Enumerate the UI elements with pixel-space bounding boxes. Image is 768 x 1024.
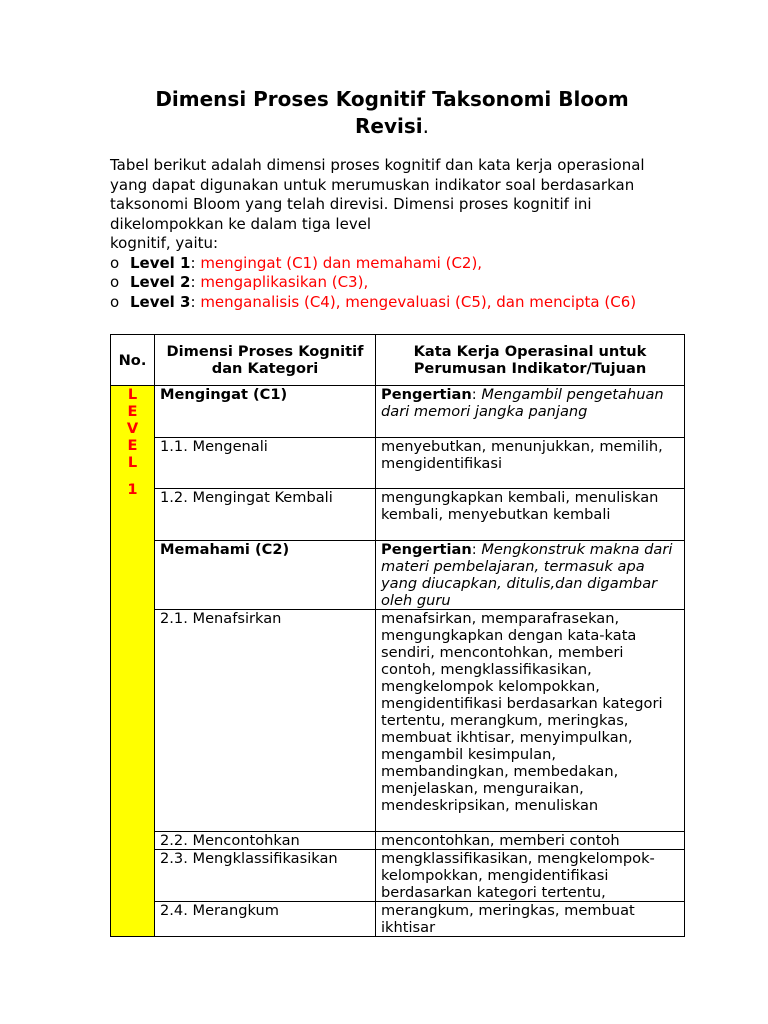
definition-label: Pengertian	[381, 386, 472, 403]
bullet-icon: o	[110, 273, 120, 291]
definition-text: Mengambil pengetahuan dari memori jangka panjang	[381, 386, 664, 420]
table-row	[111, 902, 685, 937]
intro-line-2: kognitif, yaitu:	[110, 234, 219, 252]
level-label: Level 3	[130, 292, 191, 311]
header-verbs: Kata Kerja Operasinal untuk Perumusan Indikator/Tujuan	[376, 335, 685, 386]
table-row	[111, 850, 685, 902]
table-row	[111, 386, 685, 438]
intro-section	[110, 156, 680, 312]
category-cell: 2.1. Menafsirkan	[155, 610, 376, 832]
verbs-cell: mengungkapkan kembali, menuliskan kembali, menyebutkan kembali	[376, 489, 685, 541]
level-letter: E	[127, 403, 138, 420]
level-description: mengaplikasikan (C3),	[200, 273, 369, 291]
verbs-cell	[376, 541, 685, 610]
definition-separator: :	[471, 541, 482, 558]
verbs-cell: menafsirkan, memparafrasekan, mengungkapkan dengan kata-kata sendiri, mencontohkan, memberi contoh, mengklassifikasikan, mengkelompok kelompokkan, mengidentifikasi berdasarkan kategori tertentu, merangkum, meringkas, membuat ikhtisar, menyimpulkan, mengambil kesimpulan, membandingkan, membedakan, menjelaskan, menguraikan, mendeskripsikan, menuliskan	[376, 610, 685, 832]
title-period: .	[422, 114, 429, 138]
level-item-2: o Level 2: mengaplikasikan (C3),	[110, 273, 369, 291]
level-item-3: o Level 3: menganalisis (C4), mengevaluasi (C5), dan mencipta (C6)	[110, 292, 637, 311]
level-letter: V	[126, 420, 139, 437]
bullet-icon: o	[110, 292, 120, 311]
verbs-cell: menyebutkan, menunjukkan, memilih, mengidentifikasi	[376, 438, 685, 489]
level-item-1: o Level 1: mengingat (C1) dan memahami (C2),	[110, 253, 483, 272]
level-letter: L	[127, 454, 138, 471]
category-cell: 1.1. Mengenali	[155, 438, 376, 489]
category-cell: 2.4. Merangkum	[155, 902, 376, 937]
verbs-cell: mengklassifikasikan, mengkelompok-kelompokkan, mengidentifikasi berdasarkan kategori tertentu,	[376, 850, 685, 902]
level-label: Level 1	[130, 253, 191, 272]
header-no: No.	[111, 335, 155, 386]
table-row	[111, 610, 685, 832]
level-letter: L	[127, 386, 138, 403]
header-dimension: Dimensi Proses Kognitif dan Kategori	[155, 335, 376, 386]
verbs-cell: merangkum, meringkas, membuat ikhtisar	[376, 902, 685, 937]
table-row	[111, 489, 685, 541]
level-description: menganalisis (C4), mengevaluasi (C5), dan mencipta (C6)	[200, 292, 637, 311]
category-cell: Mengingat (C1)	[155, 386, 376, 438]
definition-text: Mengkonstruk makna dari materi pembelajaran, termasuk apa yang diucapkan, ditulis,dan digambar oleh guru	[381, 541, 673, 609]
category-cell: 2.2. Mencontohkan	[155, 832, 376, 850]
definition-separator: :	[471, 386, 482, 403]
category-cell: 2.3. Mengklassifikasikan	[155, 850, 376, 902]
category-cell: 1.2. Mengingat Kembali	[155, 489, 376, 541]
title-line-2: Revisi	[355, 114, 423, 138]
title-line-1: Dimensi Proses Kognitif Taksonomi Bloom	[155, 87, 629, 111]
verbs-cell: mencontohkan, memberi contoh	[376, 832, 685, 850]
level-cell	[111, 386, 155, 937]
category-cell: Memahami (C2)	[155, 541, 376, 610]
level-letter: E	[127, 437, 138, 454]
table-header-row	[111, 335, 685, 386]
table-row	[111, 832, 685, 850]
intro-paragraph: Tabel berikut adalah dimensi proses kognitif dan kata kerja operasional yang dapat digunakan untuk merumuskan indikator soal berdasarkan taksonomi Bloom yang telah direvisi. Dimensi proses kognitif ini dikelompokkan ke dalam tiga level	[110, 156, 645, 233]
definition-label: Pengertian	[381, 541, 472, 558]
level-number: 1	[127, 481, 138, 498]
level-label: Level 2	[130, 273, 191, 291]
verbs-cell	[376, 386, 685, 438]
level-description: mengingat (C1) dan memahami (C2),	[200, 253, 483, 272]
table-row	[111, 438, 685, 489]
document-title	[110, 86, 674, 140]
table-row	[111, 541, 685, 610]
bloom-table	[110, 334, 685, 937]
level-list	[110, 254, 680, 313]
bullet-icon: o	[110, 253, 120, 272]
